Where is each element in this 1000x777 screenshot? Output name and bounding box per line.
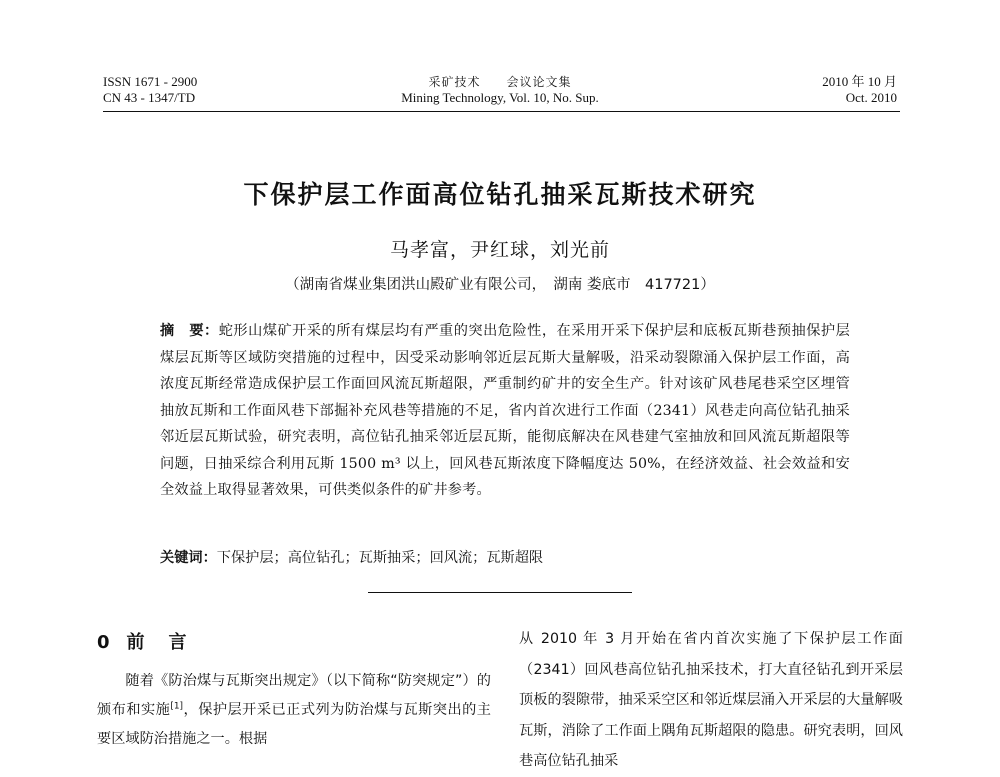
article-affiliation: （湖南省煤业集团洪山殿矿业有限公司， 湖南 娄底市 417721） [285,277,715,293]
intro-paragraph [97,667,491,754]
article-authors: 马孝富，尹红球，刘光前 [389,239,610,261]
keywords [160,545,850,571]
section-heading [97,628,491,657]
abstract-text: 蛇形山煤矿开采的所有煤层均有严重的突出危险性，在采用开采下保护层和底板瓦斯巷预抽保护层煤层瓦斯等区域防突措施的过程中，因受采动影响邻近层瓦斯大量解吸，沿采动裂隙涌入保护层工作面，高浓度瓦斯经常造成保护层工作面回风流瓦斯超限，严重制约矿井的安全生产。针对该矿风巷尾巷采空区埋管抽放瓦斯和工作面风巷下部掘补充风巷等措施的不足，省内首次进行工作面（2341）风巷走向高位钻孔抽采邻近层瓦斯试验，研究表明，高位钻孔抽采邻近层瓦斯，能彻底解决在风巷建气室抽放和回风流瓦斯超限等问题，日抽采综合利用瓦斯 1500 m³ 以上，回风巷瓦斯浓度下降幅度达 50%，在经济效益、社会效益和安全效益上取得显著效果，可供类似条件的矿井参考。 [160,323,850,498]
intro-text-end: ，保护层开采已正式列为防治煤与瓦斯突出的主要区域防治措施之一。根据 [97,702,491,747]
header-right [822,74,897,106]
header-left [103,74,197,106]
abstract-label: 摘 要： [160,323,219,339]
date-en: Oct. 2010 [845,90,897,105]
article-title: 下保护层工作面高位钻孔抽采瓦斯技术研究 [243,180,757,209]
journal-name-en: Mining Technology, Vol. 10, No. Sup. [401,90,599,105]
intro-text-start: 随着《防治煤与瓦斯突出规定》（以下简称“防突规定”）的颁布和实施 [97,673,491,718]
header-rule [103,111,900,112]
journal-name-cn: 采矿技术 会议论文集 [428,75,572,89]
abstract [160,318,850,504]
issn-number: ISSN 1671 - 2900 [103,74,198,89]
cn-number: CN 43 - 1347/TD [103,90,196,105]
section-number: 0 [97,632,113,653]
right-column [519,624,903,777]
citation-ref[interactable]: [1] [170,701,184,712]
date-cn: 2010 年 10 月 [822,74,897,89]
section-title: 前 言 [126,632,190,653]
header-center [330,74,670,106]
right-column-text: 从 2010 年 3 月开始在省内首次实施了下保护层工作面（2341）回风巷高位钻孔抽采技术，打大直径钻孔到开采层顶板的裂隙带，抽采采空区和邻近煤层涌入开采层的大量解吸瓦斯，消除了工作面上隅角瓦斯超限的隐患。研究表明，回风巷高位钻孔抽采 [519,631,903,769]
keywords-text: 下保护层；高位钻孔；瓦斯抽采；回风流；瓦斯超限 [216,550,544,566]
keywords-label: 关键词： [160,550,217,566]
section-divider [368,592,632,593]
left-column [97,628,491,754]
